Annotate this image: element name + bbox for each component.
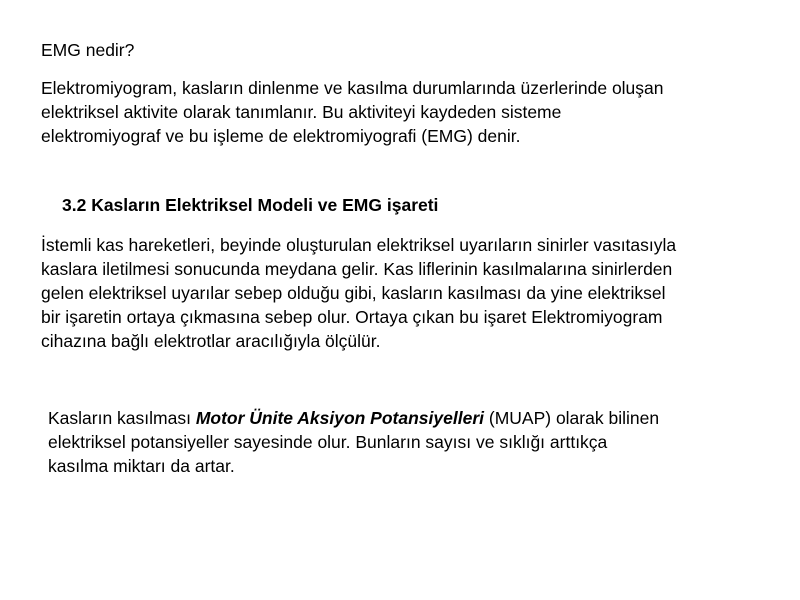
muap-paragraph: [48, 406, 659, 478]
paragraph-line: kaslara iletilmesi sonucunda meydana gelir. Kas liflerinin kasılmalarına sinirlerden: [41, 259, 673, 279]
intro-line: elektromiyograf ve bu işleme de elektromiyografi (EMG) denir.: [41, 126, 521, 146]
paragraph-line: İstemli kas hareketleri, beyinde oluşturulan elektriksel uyarıların sinirler vasıtasıyla: [41, 235, 677, 255]
paragraph-line: gelen elektriksel uyarılar sebep olduğu gibi, kasların kasılması da yine elektriksel: [41, 283, 666, 303]
section-heading: 3.2 Kasların Elektriksel Modeli ve EMG işareti: [62, 195, 439, 215]
muap-emphasis: Motor Ünite Aksiyon Potansiyelleri: [195, 408, 484, 428]
question-title: EMG nedir?: [41, 40, 135, 60]
intro-line: Elektromiyogram, kasların dinlenme ve kasılma durumlarında üzerlerinde oluşan: [41, 78, 664, 98]
muscle-movement-paragraph: [41, 233, 676, 353]
paragraph-line: elektriksel potansiyeller sayesinde olur. Bunların sayısı ve sıklığı arttıkça: [48, 432, 608, 452]
line-prefix: Kasların kasılması: [48, 408, 196, 428]
intro-paragraph: [41, 76, 664, 148]
line-suffix: (MUAP) olarak bilinen: [484, 408, 660, 428]
paragraph-line: kasılma miktarı da artar.: [48, 456, 235, 476]
paragraph-line: cihazına bağlı elektrotlar aracılığıyla ölçülür.: [41, 331, 381, 351]
paragraph-line: [48, 406, 659, 430]
intro-line: elektriksel aktivite olarak tanımlanır. Bu aktiviteyi kaydeden sisteme: [41, 102, 562, 122]
paragraph-line: bir işaretin ortaya çıkmasına sebep olur. Ortaya çıkan bu işaret Elektromiyogram: [41, 307, 663, 327]
